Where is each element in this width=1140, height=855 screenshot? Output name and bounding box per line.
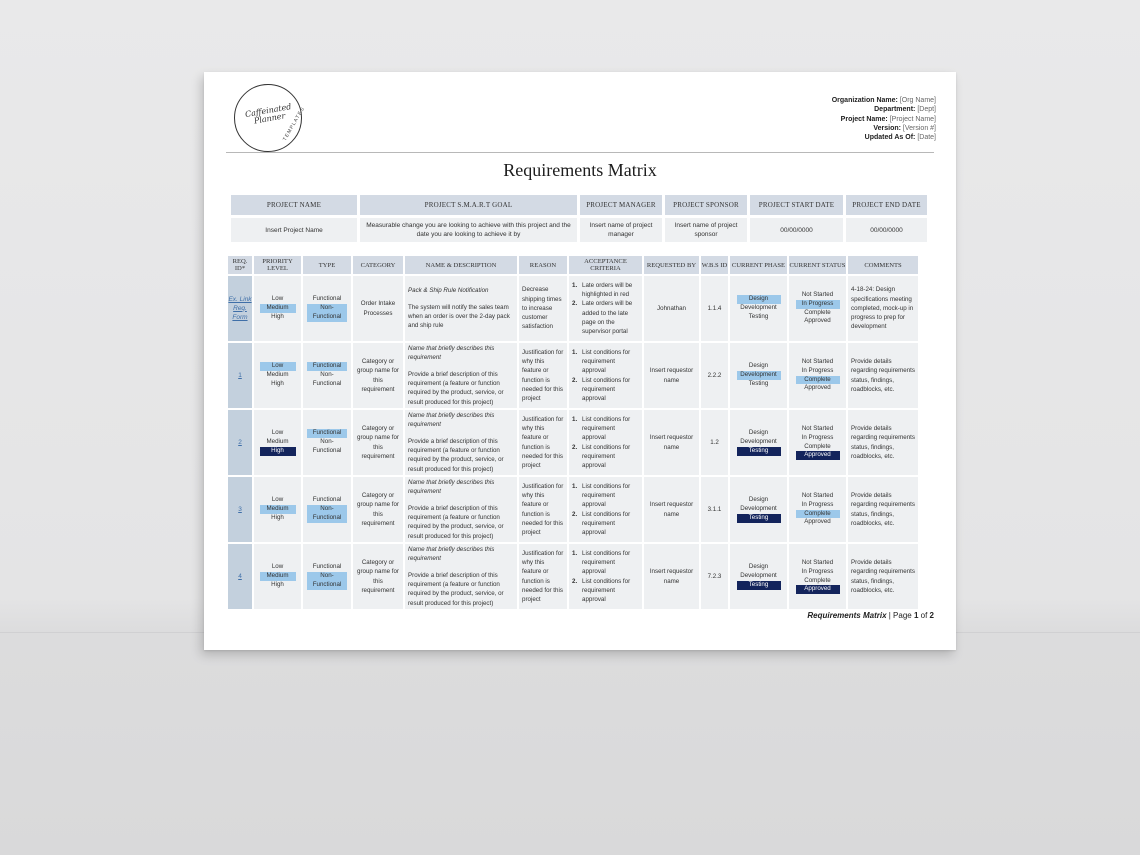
status-option[interactable]: In Progress bbox=[801, 433, 834, 441]
priority-cell bbox=[254, 276, 301, 341]
criteria-item bbox=[572, 348, 639, 376]
phase-cell bbox=[730, 276, 787, 341]
requirement-name: Name that briefly describes this requirement bbox=[408, 412, 495, 429]
req-id-cell bbox=[228, 410, 252, 475]
name-description-cell bbox=[405, 410, 517, 475]
req-header-cell: REQ. ID* bbox=[228, 256, 252, 274]
status-options bbox=[792, 291, 843, 326]
criteria-number: 2. bbox=[572, 376, 578, 384]
wbs-id-cell: 3.1.1 bbox=[701, 477, 728, 542]
criteria-text: List conditions for requirement approval bbox=[582, 549, 631, 576]
type-option[interactable]: Functional bbox=[312, 496, 342, 504]
priority-option[interactable]: Low bbox=[271, 295, 284, 303]
criteria-item bbox=[572, 510, 639, 538]
comments-cell: Provide details regarding requirements status, findings, roadblocks, etc. bbox=[848, 343, 918, 408]
status-option[interactable]: Not Started bbox=[801, 492, 834, 500]
req-id-link[interactable]: 1 bbox=[238, 371, 242, 379]
type-options bbox=[306, 362, 348, 388]
criteria-item bbox=[572, 415, 639, 443]
page-footer bbox=[807, 611, 934, 620]
priority-option[interactable]: High bbox=[260, 447, 296, 456]
name-description-cell bbox=[405, 544, 517, 609]
priority-options bbox=[257, 295, 298, 321]
type-cell bbox=[303, 410, 351, 475]
req-header-cell: W.B.S ID bbox=[701, 256, 728, 274]
project-value-cell[interactable]: Insert name of project manager bbox=[580, 218, 662, 242]
priority-option[interactable]: Low bbox=[271, 429, 284, 437]
status-option[interactable]: Complete bbox=[804, 442, 831, 450]
requested-by-cell: Insert requestor name bbox=[644, 410, 699, 475]
status-option[interactable]: Approved bbox=[804, 384, 831, 392]
criteria-text: List conditions for requirement approval bbox=[582, 577, 631, 604]
type-option[interactable]: Non-Functional bbox=[307, 505, 347, 522]
meta-label: Project Name: bbox=[840, 115, 888, 123]
status-option[interactable]: Approved bbox=[804, 317, 831, 325]
status-option[interactable]: In Progress bbox=[796, 300, 840, 309]
status-cell bbox=[789, 276, 846, 341]
logo-sub-text: TEMPLATES bbox=[281, 105, 307, 143]
priority-options bbox=[257, 429, 298, 455]
phase-option[interactable]: Testing bbox=[737, 447, 781, 456]
requested-by-cell: Insert requestor name bbox=[644, 343, 699, 408]
phase-option[interactable]: Design bbox=[748, 563, 769, 571]
criteria-text: Late orders will be highlighted in red bbox=[582, 281, 633, 298]
phase-option[interactable]: Testing bbox=[737, 514, 781, 523]
req-id-link[interactable]: Ex. Link Req. Form bbox=[228, 295, 252, 322]
project-value-cell[interactable]: Insert name of project sponsor bbox=[665, 218, 747, 242]
criteria-text: List conditions for requirement approval bbox=[582, 482, 631, 509]
project-info-table bbox=[228, 192, 930, 245]
req-header-cell: CURRENT PHASE bbox=[730, 256, 787, 274]
priority-options bbox=[257, 496, 298, 522]
type-option[interactable]: Non-Functional bbox=[307, 572, 347, 589]
acceptance-criteria-cell bbox=[569, 276, 642, 341]
requested-by-cell: Insert requestor name bbox=[644, 477, 699, 542]
type-cell bbox=[303, 477, 351, 542]
status-option[interactable]: Not Started bbox=[801, 559, 834, 567]
meta-line bbox=[832, 133, 936, 142]
criteria-number: 2. bbox=[572, 443, 578, 451]
brand-logo bbox=[234, 84, 307, 152]
wbs-id-cell: 1.2 bbox=[701, 410, 728, 475]
type-option[interactable]: Functional bbox=[307, 362, 347, 371]
acceptance-criteria-cell bbox=[569, 343, 642, 408]
reason-cell: Justification for why this feature or function is needed for this project bbox=[519, 410, 567, 475]
phase-cell bbox=[730, 410, 787, 475]
comments-cell: Provide details regarding requirements status, findings, roadblocks, etc. bbox=[848, 477, 918, 542]
criteria-number: 1. bbox=[572, 482, 578, 490]
phase-options bbox=[733, 295, 784, 321]
status-option[interactable]: Complete bbox=[796, 376, 840, 385]
status-option[interactable]: In Progress bbox=[801, 366, 834, 374]
status-option[interactable]: Approved bbox=[796, 585, 840, 594]
document-meta bbox=[832, 96, 936, 142]
criteria-text: List conditions for requirement approval bbox=[582, 348, 631, 375]
type-option[interactable]: Non-Functional bbox=[312, 371, 342, 387]
table-row bbox=[228, 544, 918, 609]
status-cell bbox=[789, 343, 846, 408]
meta-value: [Dept] bbox=[917, 106, 936, 114]
phase-options bbox=[733, 362, 784, 388]
requested-by-cell: Insert requestor name bbox=[644, 544, 699, 609]
meta-label: Department: bbox=[874, 106, 916, 114]
category-cell: Category or group name for this requirement bbox=[353, 343, 403, 408]
table-row bbox=[228, 477, 918, 542]
comments-cell: Provide details regarding requirements status, findings, roadblocks, etc. bbox=[848, 410, 918, 475]
type-option[interactable]: Functional bbox=[312, 563, 342, 571]
criteria-number: 1. bbox=[572, 348, 578, 356]
type-options bbox=[306, 429, 348, 455]
name-description-cell bbox=[405, 477, 517, 542]
priority-option[interactable]: High bbox=[271, 379, 284, 387]
project-value-cell[interactable]: 00/00/0000 bbox=[846, 218, 927, 242]
criteria-item bbox=[572, 577, 639, 605]
type-options bbox=[306, 563, 348, 589]
criteria-text: List conditions for requirement approval bbox=[582, 376, 631, 403]
table-row bbox=[228, 343, 918, 408]
project-header-cell: PROJECT SPONSOR bbox=[665, 195, 747, 215]
category-cell: Order Intake Processes bbox=[353, 276, 403, 341]
meta-value: [Project Name] bbox=[889, 115, 936, 123]
type-option[interactable]: Non-Functional bbox=[312, 438, 342, 454]
status-option[interactable]: Complete bbox=[804, 308, 831, 316]
criteria-number: 1. bbox=[572, 415, 578, 423]
priority-option[interactable]: Low bbox=[260, 362, 296, 371]
requirement-description: The system will notify the sales team when an order is over the 2-day pack and ship rule bbox=[408, 303, 510, 330]
phase-option[interactable]: Development bbox=[737, 371, 781, 380]
status-cell bbox=[789, 544, 846, 609]
acceptance-criteria-cell bbox=[569, 477, 642, 542]
req-header-cell: REQUESTED BY bbox=[644, 256, 699, 274]
document-page bbox=[204, 72, 956, 650]
type-cell bbox=[303, 343, 351, 408]
criteria-item bbox=[572, 281, 639, 300]
logo-script-text: Caffeinated Planner bbox=[244, 102, 293, 126]
criteria-item bbox=[572, 482, 639, 510]
priority-option[interactable]: Medium bbox=[260, 505, 296, 514]
criteria-item bbox=[572, 549, 639, 577]
phase-cell bbox=[730, 544, 787, 609]
priority-cell bbox=[254, 477, 301, 542]
meta-line bbox=[832, 124, 936, 133]
meta-line bbox=[832, 105, 936, 114]
meta-value: [Version #] bbox=[902, 124, 936, 132]
priority-cell bbox=[254, 410, 301, 475]
type-cell bbox=[303, 544, 351, 609]
table-row bbox=[228, 410, 918, 475]
status-option[interactable]: Not Started bbox=[801, 291, 834, 299]
priority-options bbox=[257, 563, 298, 589]
criteria-text: Late orders will be added to the late page on the supervisor portal bbox=[582, 300, 633, 336]
reason-cell: Justification for why this feature or function is needed for this project bbox=[519, 544, 567, 609]
phase-option[interactable]: Design bbox=[748, 496, 769, 504]
meta-label: Organization Name: bbox=[831, 97, 898, 104]
phase-option[interactable]: Testing bbox=[737, 581, 781, 590]
req-header-cell: CATEGORY bbox=[353, 256, 403, 274]
acceptance-criteria-cell bbox=[569, 410, 642, 475]
category-cell: Category or group name for this requirement bbox=[353, 410, 403, 475]
criteria-number: 1. bbox=[572, 281, 578, 289]
phase-option[interactable]: Design bbox=[748, 429, 769, 437]
meta-label: Version: bbox=[873, 124, 901, 132]
type-option[interactable]: Non-Functional bbox=[307, 304, 347, 321]
criteria-number: 2. bbox=[572, 510, 578, 518]
project-value-cell[interactable]: Measurable change you are looking to achieve with this project and the date you are looking to achieve it by bbox=[360, 218, 577, 242]
priority-option[interactable]: High bbox=[271, 312, 284, 320]
requirement-name: Name that briefly describes this requirement bbox=[408, 479, 495, 496]
type-option[interactable]: Functional bbox=[307, 429, 347, 438]
name-description-cell bbox=[405, 343, 517, 408]
criteria-number: 1. bbox=[572, 549, 578, 557]
criteria-item bbox=[572, 443, 639, 471]
reason-cell: Justification for why this feature or function is needed for this project bbox=[519, 343, 567, 408]
phase-option[interactable]: Testing bbox=[748, 312, 769, 320]
criteria-item bbox=[572, 299, 639, 336]
type-option[interactable]: Functional bbox=[312, 295, 342, 303]
priority-option[interactable]: High bbox=[271, 513, 284, 521]
status-option[interactable]: Complete bbox=[796, 510, 840, 519]
priority-option[interactable]: Medium bbox=[260, 572, 296, 581]
phase-option[interactable]: Development bbox=[740, 505, 777, 513]
status-options bbox=[792, 358, 843, 393]
requirement-description: Provide a brief description of this requirement (a feature or function required by the product, service, or result produced for this project) bbox=[408, 571, 504, 607]
status-option[interactable]: Complete bbox=[804, 576, 831, 584]
req-id-cell bbox=[228, 343, 252, 408]
priority-cell bbox=[254, 544, 301, 609]
phase-option[interactable]: Testing bbox=[748, 379, 769, 387]
req-id-link[interactable]: 3 bbox=[238, 505, 242, 513]
phase-cell bbox=[730, 477, 787, 542]
phase-options bbox=[733, 563, 784, 589]
requirement-description: Provide a brief description of this requirement (a feature or function required by the product, service, or result produced for this project) bbox=[408, 437, 504, 473]
name-description-cell bbox=[405, 276, 517, 341]
requirement-name: Pack & Ship Rule Notification bbox=[408, 287, 489, 295]
phase-cell bbox=[730, 343, 787, 408]
criteria-number: 2. bbox=[572, 577, 578, 585]
priority-option[interactable]: Medium bbox=[266, 438, 289, 446]
req-header-cell: TYPE bbox=[303, 256, 351, 274]
comments-cell: 4-18-24: Design specifications meeting completed, mock-up in progress to prep for development bbox=[848, 276, 918, 341]
phase-option[interactable]: Design bbox=[737, 295, 781, 304]
phase-option[interactable]: Development bbox=[740, 304, 777, 312]
priority-option[interactable]: Medium bbox=[260, 304, 296, 313]
priority-option[interactable]: High bbox=[271, 580, 284, 588]
status-option[interactable]: Not Started bbox=[801, 425, 834, 433]
type-options bbox=[306, 496, 348, 522]
project-header-cell: PROJECT S.M.A.R.T GOAL bbox=[360, 195, 577, 215]
requirement-description: Provide a brief description of this requirement (a feature or function required by the product, service, or result produced for this project) bbox=[408, 370, 504, 406]
status-options bbox=[792, 492, 843, 527]
footer-page-info: | Page 1 of 2 bbox=[886, 611, 934, 620]
criteria-item bbox=[572, 376, 639, 404]
project-value-cell[interactable]: Insert Project Name bbox=[231, 218, 357, 242]
req-id-cell bbox=[228, 544, 252, 609]
status-option[interactable]: In Progress bbox=[801, 500, 834, 508]
req-header-cell: NAME & DESCRIPTION bbox=[405, 256, 517, 274]
phase-options bbox=[733, 496, 784, 522]
meta-line bbox=[832, 96, 936, 105]
priority-option[interactable]: Low bbox=[271, 496, 284, 504]
phase-options bbox=[733, 429, 784, 455]
req-header-cell: REASON bbox=[519, 256, 567, 274]
phase-option[interactable]: Development bbox=[740, 572, 777, 580]
table-row bbox=[228, 276, 918, 341]
criteria-text: List conditions for requirement approval bbox=[582, 415, 631, 442]
header-divider bbox=[226, 152, 934, 153]
phase-option[interactable]: Development bbox=[740, 438, 777, 446]
comments-cell: Provide details regarding requirements status, findings, roadblocks, etc. bbox=[848, 544, 918, 609]
criteria-text: List conditions for requirement approval bbox=[582, 443, 631, 470]
status-options bbox=[792, 425, 843, 460]
req-id-link[interactable]: 4 bbox=[238, 572, 242, 580]
meta-value: [Date] bbox=[917, 134, 936, 142]
requirement-name: Name that briefly describes this requirement bbox=[408, 546, 495, 563]
type-cell bbox=[303, 276, 351, 341]
wbs-id-cell: 2.2.2 bbox=[701, 343, 728, 408]
priority-option[interactable]: Medium bbox=[266, 371, 289, 379]
priority-option[interactable]: Low bbox=[271, 563, 284, 571]
project-header-cell: PROJECT NAME bbox=[231, 195, 357, 215]
category-cell: Category or group name for this requirement bbox=[353, 477, 403, 542]
requirement-description: Provide a brief description of this requirement (a feature or function required by the product, service, or result produced for this project) bbox=[408, 504, 504, 540]
type-options bbox=[306, 295, 348, 321]
meta-label: Updated As Of: bbox=[864, 134, 916, 142]
phase-option[interactable]: Design bbox=[748, 362, 769, 370]
project-header-cell: PROJECT MANAGER bbox=[580, 195, 662, 215]
criteria-number: 2. bbox=[572, 300, 578, 308]
status-cell bbox=[789, 410, 846, 475]
req-id-cell bbox=[228, 276, 252, 341]
category-cell: Category or group name for this requirement bbox=[353, 544, 403, 609]
req-header-cell: ACCEPTANCE CRITERIA bbox=[569, 256, 642, 274]
priority-options bbox=[257, 362, 298, 388]
project-value-cell[interactable]: 00/00/0000 bbox=[750, 218, 843, 242]
requested-by-cell: Johnathan bbox=[644, 276, 699, 341]
meta-value: [Org Name] bbox=[899, 97, 936, 104]
status-option[interactable]: Not Started bbox=[801, 358, 834, 366]
status-options bbox=[792, 559, 843, 594]
req-id-cell bbox=[228, 477, 252, 542]
acceptance-criteria-cell bbox=[569, 544, 642, 609]
requirement-name: Name that briefly describes this requirement bbox=[408, 345, 495, 362]
priority-cell bbox=[254, 343, 301, 408]
wbs-id-cell: 1.1.4 bbox=[701, 276, 728, 341]
wbs-id-cell: 7.2.3 bbox=[701, 544, 728, 609]
status-cell bbox=[789, 477, 846, 542]
reason-cell: Justification for why this feature or function is needed for this project bbox=[519, 477, 567, 542]
project-header-cell: PROJECT END DATE bbox=[846, 195, 927, 215]
status-option[interactable]: Approved bbox=[804, 518, 831, 526]
status-option[interactable]: In Progress bbox=[801, 567, 834, 575]
status-option[interactable]: Approved bbox=[796, 451, 840, 460]
requirements-table bbox=[226, 254, 920, 611]
req-id-link[interactable]: 2 bbox=[238, 438, 242, 446]
page-title: Requirements Matrix bbox=[503, 160, 657, 180]
meta-line bbox=[832, 115, 936, 124]
criteria-text: List conditions for requirement approval bbox=[582, 510, 631, 537]
req-header-cell: PRIORITY LEVEL bbox=[254, 256, 301, 274]
footer-title: Requirements Matrix bbox=[807, 611, 887, 620]
req-header-cell: CURRENT STATUS bbox=[789, 256, 846, 274]
req-header-cell: COMMENTS bbox=[848, 256, 918, 274]
project-header-cell: PROJECT START DATE bbox=[750, 195, 843, 215]
reason-cell: Decrease shipping times to increase customer satisfaction bbox=[519, 276, 567, 341]
